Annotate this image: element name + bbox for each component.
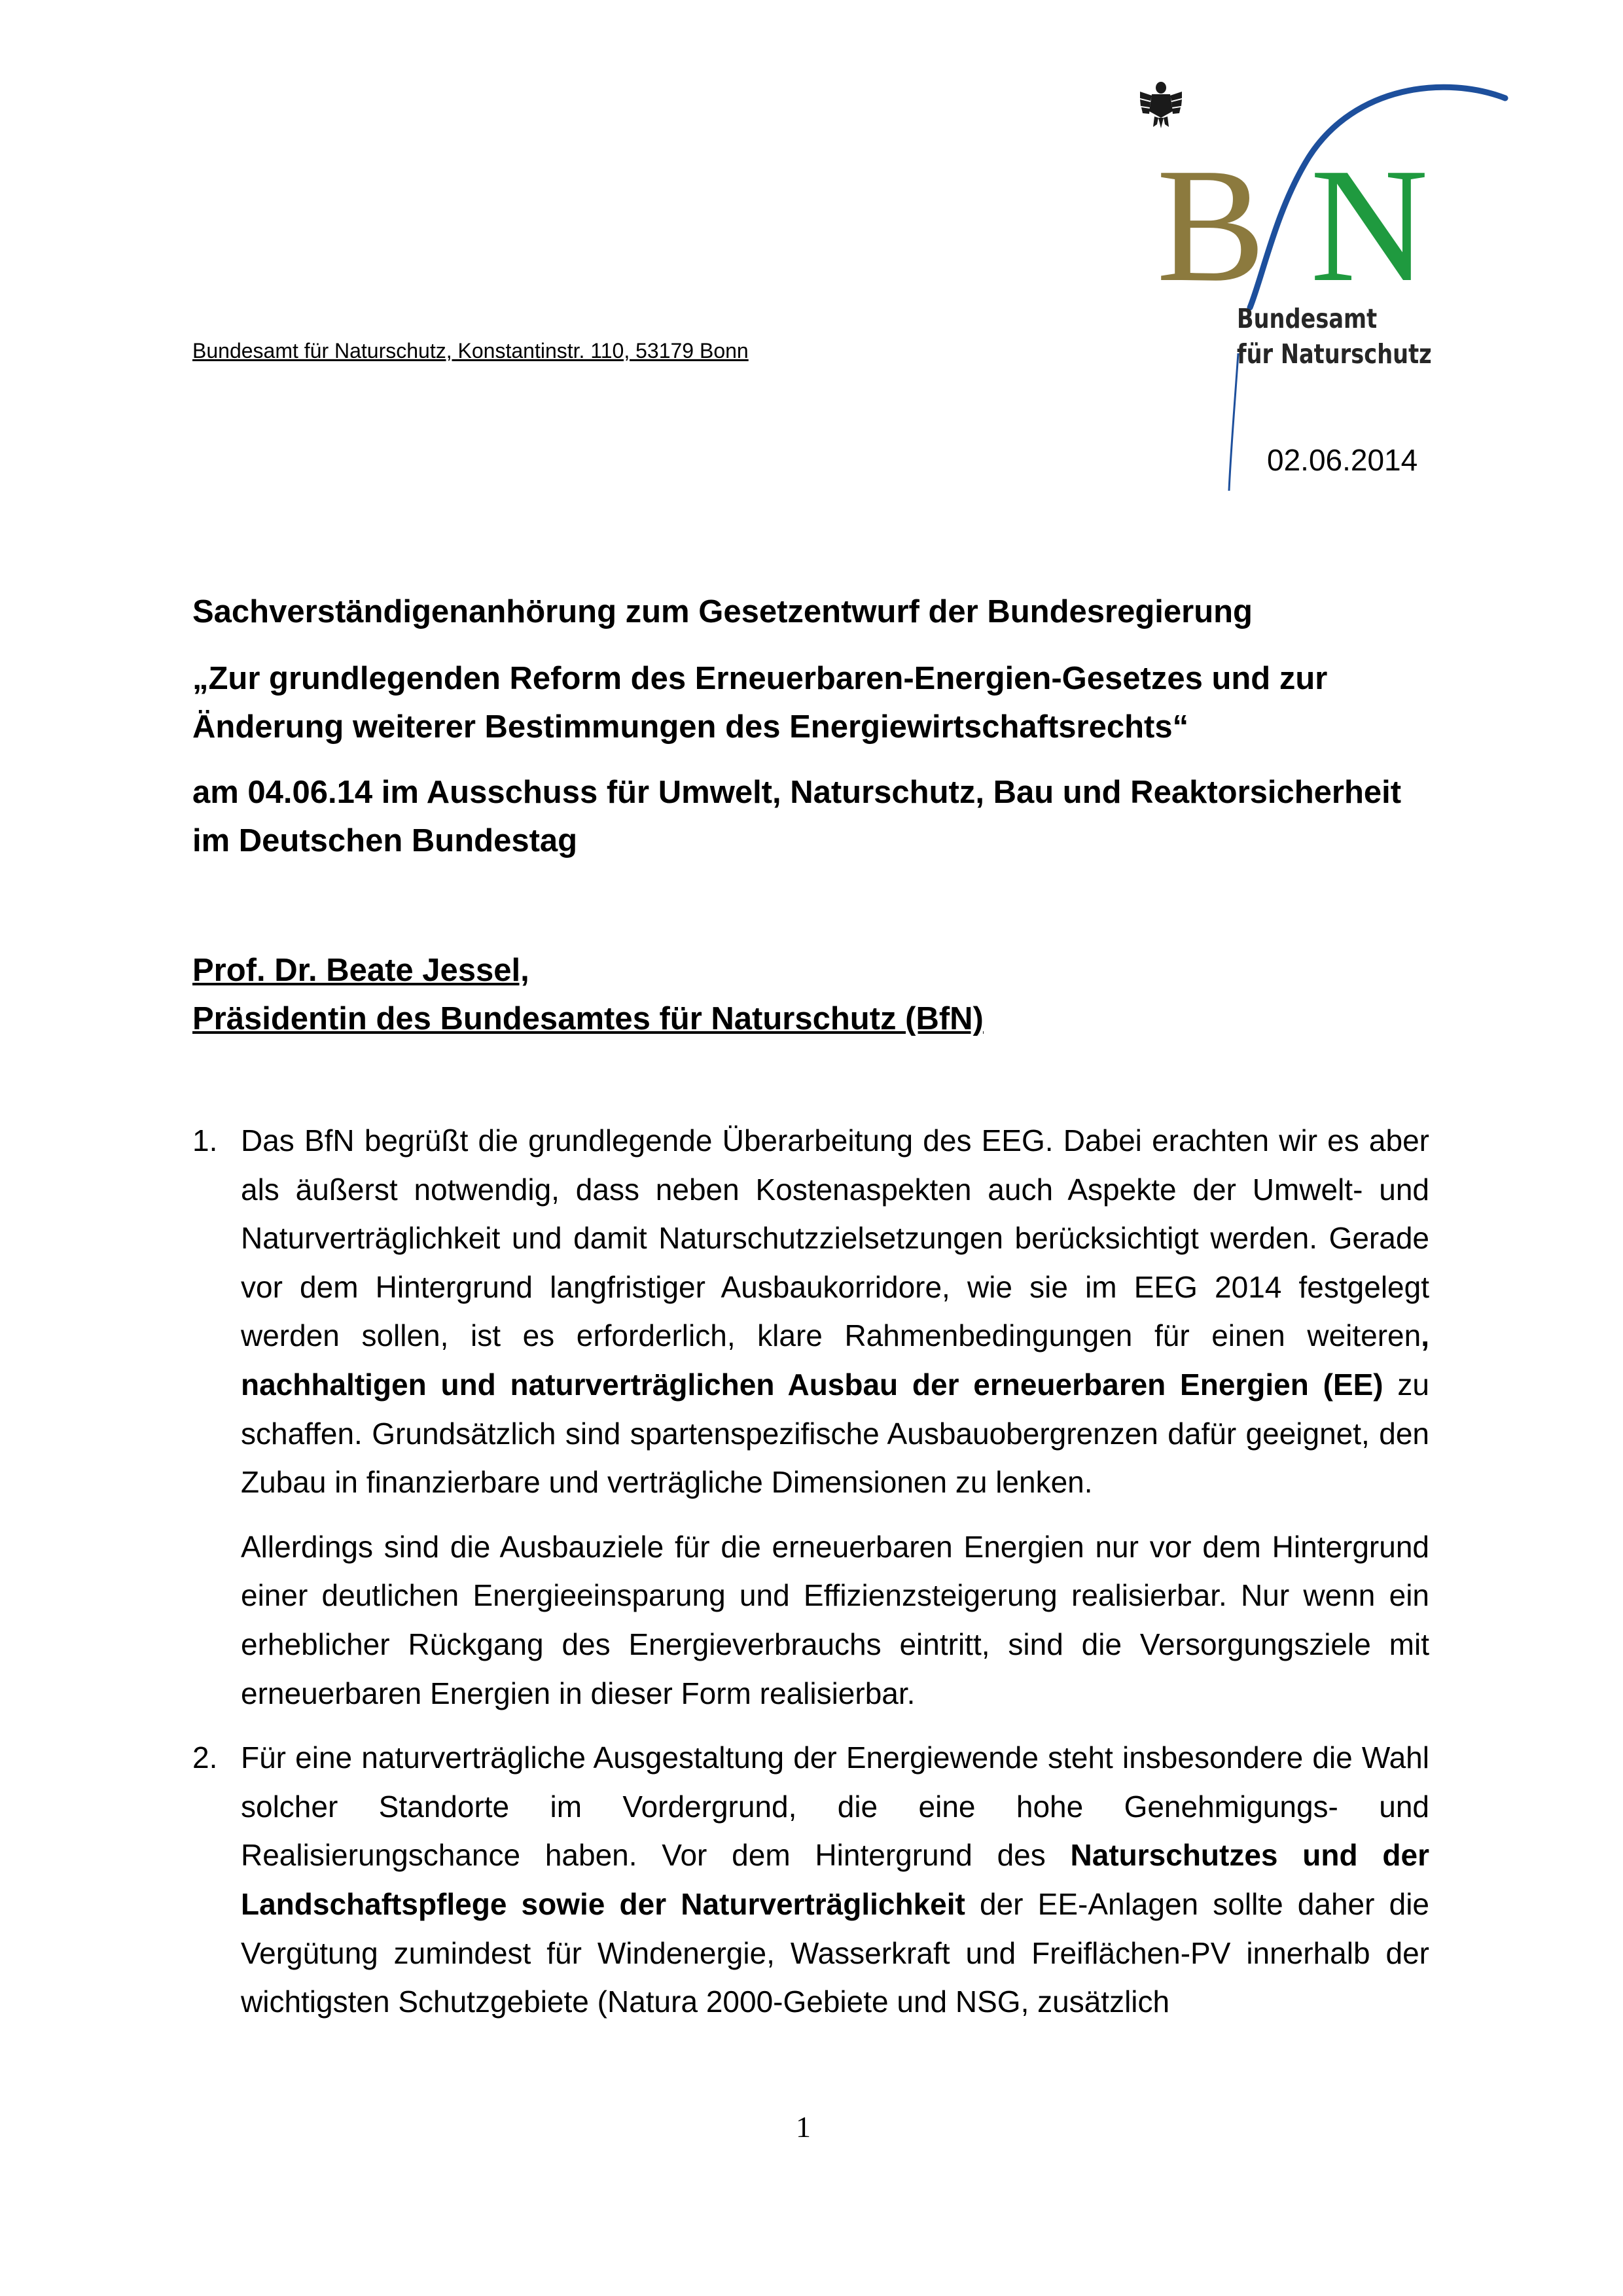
- author-role: Präsidentin des Bundesamtes für Naturschutz (BfN): [192, 1001, 984, 1036]
- title-line-2: „Zur grundlegenden Reform des Erneuerbaren-Energien-Gesetzes und zur Änderung weiterer Bestimmungen des Energiewirtschaftsrechts“: [192, 661, 1328, 745]
- logo-letter-n: N: [1310, 135, 1429, 316]
- list-item-paragraph: Allerdings sind die Ausbauziele für die erneuerbaren Energien nur vor dem Hintergrund einer deutlichen Energieeinsparung und Effizienzsteigerung realisierbar. Nur wenn ein erheblicher Rückgang des Energieverbrauchs eintritt, sind die Versorgungsziele mit erneuerbaren Energien in dieser Form realisierbar.: [241, 1529, 1429, 1710]
- logo-letter-b: B: [1156, 135, 1266, 316]
- list-item-paragraph: [241, 1733, 1429, 2026]
- sender-address: Bundesamt für Naturschutz, Konstantinstr. 110, 53179 Bonn: [192, 339, 749, 362]
- list-item: [192, 1116, 1429, 1718]
- federal-eagle-icon: [1139, 79, 1183, 128]
- page-number: 1: [796, 2110, 811, 2144]
- paragraph-emphasis: , nachhaltigen und naturverträglichen Ausbau der erneuerbaren Energien (EE): [241, 1318, 1429, 1402]
- statement-list: [192, 1116, 1429, 2042]
- list-item-number: 1.: [192, 1123, 218, 1157]
- logo-agency-name: [1237, 301, 1432, 372]
- list-item-paragraph: [241, 1116, 1429, 1507]
- bfn-logo: [1139, 79, 1531, 497]
- paragraph-text: Das BfN begrüßt die grundlegende Überarbeitung des EEG. Dabei erachten wir es aber als äußerst notwendig, dass neben Kostenaspekten auch Aspekte der Umwelt- und Naturverträglichkeit und damit Naturschutzzielsetzungen berücksichtigt werden. Gerade vor dem Hintergrund langfristiger Ausbaukorridore, wie sie im EEG 2014 festgelegt werden sollen, ist es erforderlich, klare Rahmenbedingungen für einen weiteren: [241, 1123, 1429, 1353]
- paragraph-emphasis: Naturschutzes und der Landschaftspflege sowie der Naturverträglichkeit: [241, 1838, 1429, 1921]
- document-date: 02.06.2014: [1267, 443, 1418, 477]
- paragraph-text: Für eine naturverträgliche Ausgestaltung der Energiewende steht insbesondere die Wahl solcher Standorte im Vordergrund, die eine hohe Genehmigungs- und Realisierungschance haben. Vor dem Hintergrund des: [241, 1740, 1429, 1873]
- list-item-number: 2.: [192, 1740, 218, 1775]
- logo-agency-line1: Bundesamt: [1237, 303, 1378, 334]
- author-name: Prof. Dr. Beate Jessel,: [192, 953, 529, 988]
- author-block: [192, 946, 984, 1043]
- title-line-3: am 04.06.14 im Ausschuss für Umwelt, Naturschutz, Bau und Reaktorsicherheit im Deutschen Bundestag: [192, 775, 1402, 858]
- paragraph-text: zu schaffen. Grundsätzlich sind spartenspezifische Ausbauobergrenzen dafür geeignet, den Zubau in finanzierbare und verträgliche Dimensionen zu lenken.: [241, 1367, 1429, 1500]
- logo-agency-line2: für Naturschutz: [1237, 338, 1432, 370]
- paragraph-text: der EE-Anlagen sollte daher die Vergütung zumindest für Windenergie, Wasserkraft und Freiflächen-PV innerhalb der wichtigsten Schutzgebiete (Natura 2000-Gebiete und NSG, zusätzlich: [241, 1886, 1429, 2019]
- title-line-1: Sachverständigenanhörung zum Gesetzentwurf der Bundesregierung: [192, 594, 1253, 629]
- list-item: [192, 1733, 1429, 2026]
